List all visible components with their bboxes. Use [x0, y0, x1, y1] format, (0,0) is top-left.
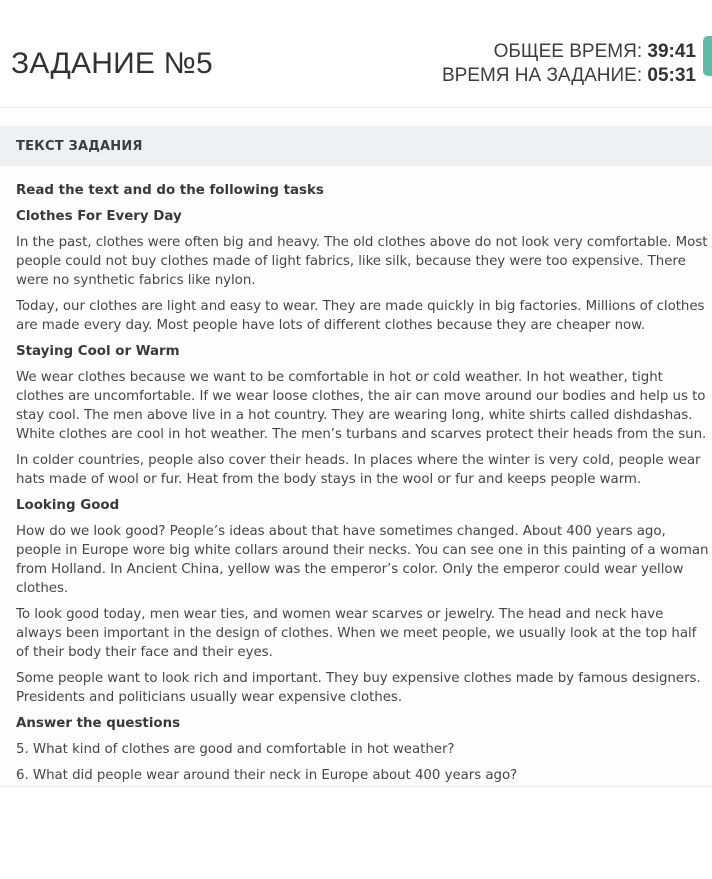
total-time-label: ОБЩЕЕ ВРЕМЯ:	[493, 41, 643, 62]
section-header	[0, 126, 712, 166]
total-time-value: 39:41	[647, 41, 696, 62]
task-time-label: ВРЕМЯ НА ЗАДАНИЕ:	[441, 65, 643, 86]
paragraph-2: Today, our clothes are light and easy to wear. They are made quickly in big factories. Millions of clothes are made every day. Most people have lots of different clothes because they are cheaper now.	[16, 299, 705, 333]
question-5: 5. What kind of clothes are good and comfortable in hot weather?	[16, 742, 455, 757]
total-time-row	[442, 40, 696, 64]
paragraph-6: To look good today, men wear ties, and women wear scarves or jewelry. The head and neck have always been important in the design of clothes. When we meet people, we usually look at the top half of their body their face and their eyes.	[16, 607, 697, 660]
task-time-value: 05:31	[647, 65, 696, 86]
paragraph-4: In colder countries, people also cover their heads. In places where the winter is very cold, people wear hats made of wool or fur. Heat from the body stays in the wool or fur and keeps people warm.	[16, 453, 701, 487]
paragraph-7: Some people want to look rich and important. They buy expensive clothes made by famous designers. Presidents and politicians usually wear expensive clothes.	[16, 671, 701, 705]
text-title: Clothes For Every Day	[16, 209, 182, 224]
heading-looking-good: Looking Good	[16, 498, 120, 513]
footer-area	[0, 787, 712, 879]
header	[0, 0, 712, 108]
side-panel-tab[interactable]	[703, 36, 712, 76]
question-6: 6. What did people wear around their neck in Europe about 400 years ago?	[16, 768, 518, 783]
paragraph-1: In the past, clothes were often big and heavy. The old clothes above do not look very comfortable. Most people could not buy clothes made of light fabrics, like silk, because they were too expensive. There were no synthetic fabrics like nylon.	[16, 235, 708, 288]
heading-answer-questions: Answer the questions	[16, 716, 181, 731]
task-title: ЗАДАНИЕ №5	[11, 47, 213, 80]
heading-staying-cool: Staying Cool or Warm	[16, 344, 180, 359]
paragraph-5: How do we look good? People’s ideas about that have sometimes changed. About 400 years ago, people in Europe wore big white collars around their necks. You can see one in this painting of a woman from Holland. In Ancient China, yellow was the emperor’s color. Only the emperor could wear yellow clothes.	[16, 524, 709, 596]
instruction: Read the text and do the following tasks	[16, 183, 324, 198]
timers	[442, 40, 696, 88]
task-time-row	[442, 64, 696, 88]
task-text	[16, 181, 710, 792]
section-label: ТЕКСТ ЗАДАНИЯ	[16, 139, 143, 154]
paragraph-3: We wear clothes because we want to be comfortable in hot or cold weather. In hot weather, tight clothes are uncomfortable. If we wear loose clothes, the air can move around our bodies and help us to stay cool. The men above live in a hot country. They are wearing long, white shirts called dishdashas. White clothes are cool in hot weather. The men’s turbans and scarves protect their heads from the sun.	[16, 370, 707, 442]
